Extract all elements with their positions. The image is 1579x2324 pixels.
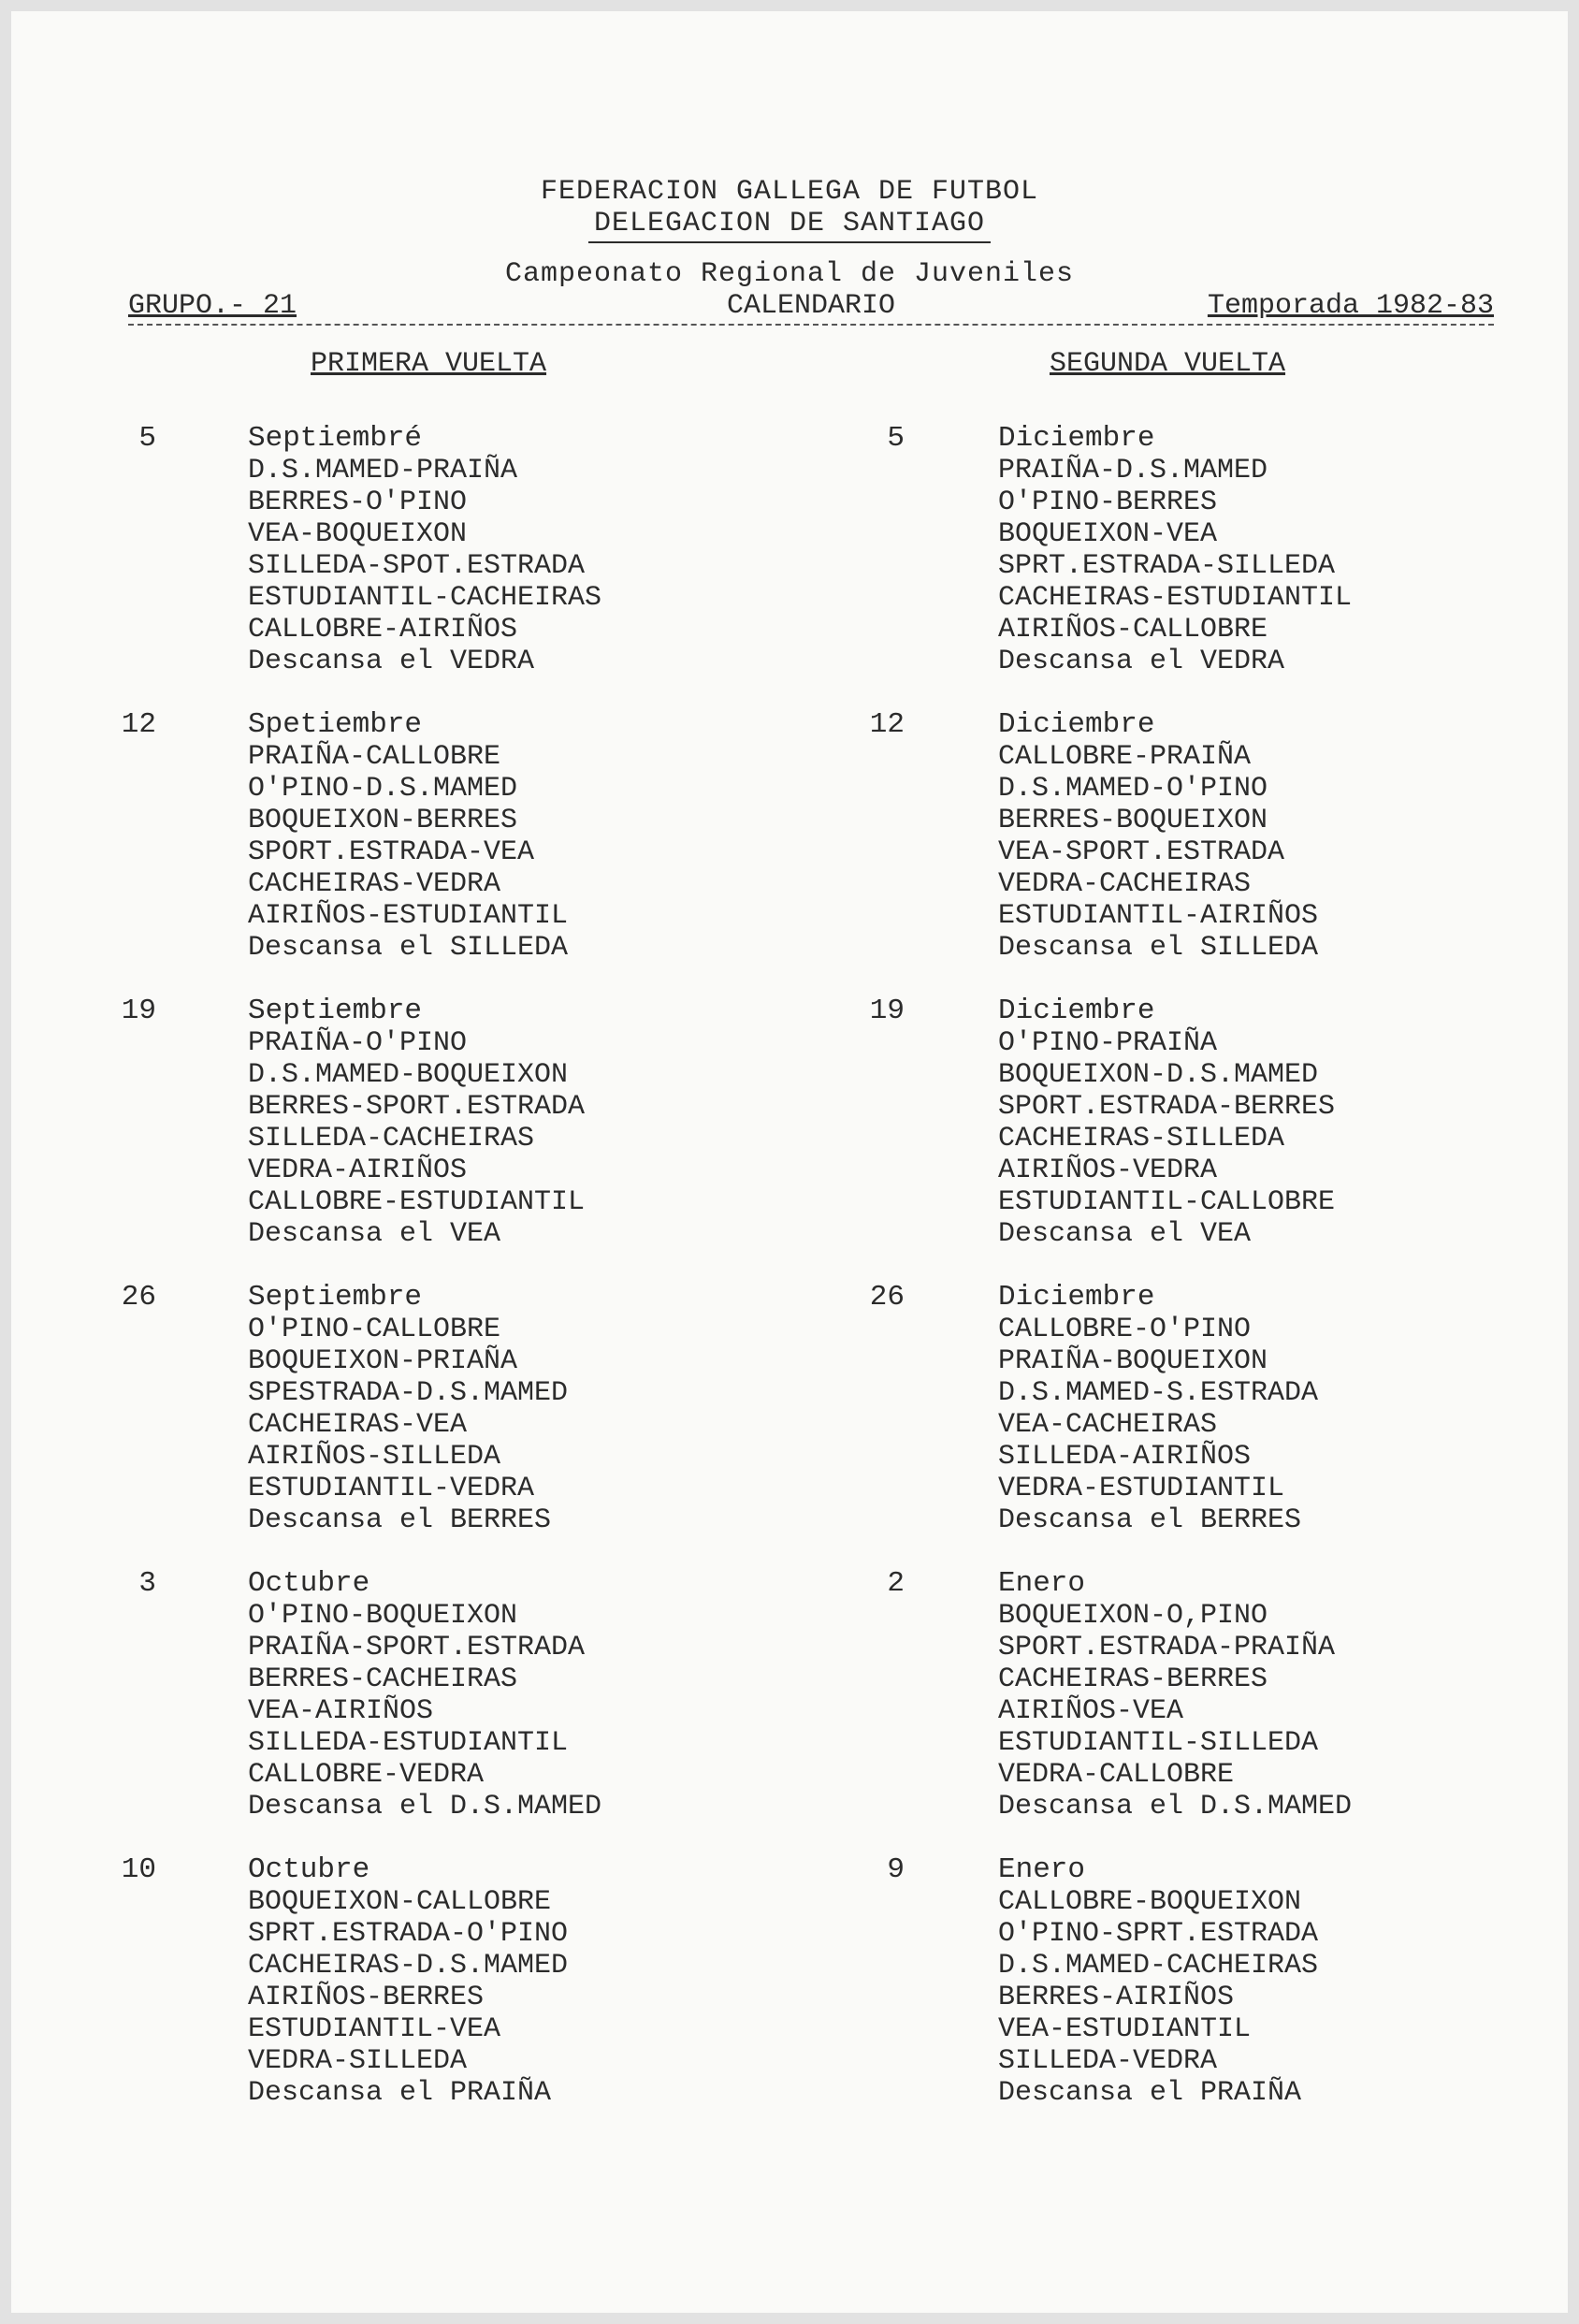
match: ESTUDIANTIL-VEDRA	[248, 1473, 535, 1504]
match: VEDRA-SILLEDA	[248, 2045, 468, 2077]
second-round-title: SEGUNDA VUELTA	[1050, 348, 1286, 380]
match: O'PINO-CALLOBRE	[248, 1314, 501, 1345]
match: D.S.MAMED-S.ESTRADA	[998, 1377, 1319, 1409]
match: VEA-BOQUEIXON	[248, 518, 468, 550]
match: CALLOBRE-VEDRA	[248, 1759, 485, 1791]
round-body	[998, 1568, 1579, 1823]
match: CALLOBRE-PRAIÑA	[998, 741, 1252, 773]
rest-team: Descansa el D.S.MAMED	[248, 1791, 602, 1823]
match: BOQUEIXON-D.S.MAMED	[998, 1059, 1319, 1091]
match: CACHEIRAS-ESTUDIANTIL	[998, 582, 1353, 614]
match: O'PINO-BOQUEIXON	[248, 1600, 518, 1632]
season-label: Temporada 1982-83	[1207, 290, 1494, 322]
match: BOQUEIXON-VEA	[998, 518, 1218, 550]
delegation-title	[11, 208, 1568, 240]
round-body	[248, 995, 847, 1250]
calendar-label: CALENDARIO	[726, 290, 896, 322]
round-day: 10	[121, 1853, 156, 1886]
round-month: Septiembre	[248, 995, 423, 1027]
federation-title: FEDERACION GALLEGA DE FUTBOL	[540, 176, 1039, 208]
match: VEA-AIRIÑOS	[248, 1695, 434, 1727]
match: VEA-ESTUDIANTIL	[998, 2013, 1252, 2045]
round-body	[248, 1568, 847, 1823]
round-day: 9	[887, 1853, 905, 1886]
rest-team: Descansa el SILLEDA	[998, 932, 1319, 964]
match: VEDRA-CACHEIRAS	[998, 868, 1252, 900]
match: BERRES-O'PINO	[248, 487, 468, 518]
round-body	[998, 1854, 1579, 2109]
rest-team: Descansa el BERRES	[248, 1504, 552, 1536]
match: AIRIÑOS-BERRES	[248, 1982, 485, 2013]
match: VEDRA-ESTUDIANTIL	[998, 1473, 1285, 1504]
document-page	[11, 11, 1568, 2313]
match: PRAIÑA-D.S.MAMED	[998, 455, 1268, 487]
round-body	[998, 1282, 1579, 1536]
round-body	[998, 423, 1579, 677]
round-month: Diciembre	[998, 1281, 1155, 1314]
match: BOQUEIXON-BERRES	[248, 805, 518, 836]
match: O'PINO-PRAIÑA	[998, 1027, 1218, 1059]
round-month: Spetiembre	[248, 708, 423, 741]
rest-team: Descansa el PRAIÑA	[998, 2077, 1302, 2109]
rest-team: Descansa el BERRES	[998, 1504, 1302, 1536]
match: CACHEIRAS-VEDRA	[248, 868, 501, 900]
round-month: Septiembré	[248, 422, 423, 455]
match: AIRIÑOS-ESTUDIANTIL	[248, 900, 569, 932]
match: AIRIÑOS-SILLEDA	[248, 1441, 501, 1473]
match: SILLEDA-VEDRA	[998, 2045, 1218, 2077]
match: BERRES-BOQUEIXON	[998, 805, 1268, 836]
match: VEDRA-AIRIÑOS	[248, 1155, 468, 1186]
round-body	[998, 709, 1579, 964]
match: D.S.MAMED-BOQUEIXON	[248, 1059, 569, 1091]
match: BERRES-CACHEIRAS	[248, 1663, 518, 1695]
round-day: 12	[869, 708, 905, 741]
match: SILLEDA-CACHEIRAS	[248, 1123, 535, 1155]
match: O'PINO-BERRES	[998, 487, 1218, 518]
round-month: Septiembre	[248, 1281, 423, 1314]
rest-team: Descansa el VEDRA	[998, 646, 1285, 677]
match: SPORT.ESTRADA-BERRES	[998, 1091, 1336, 1123]
match: SILLEDA-AIRIÑOS	[998, 1441, 1252, 1473]
round-day: 3	[138, 1567, 156, 1600]
match: O'PINO-SPRT.ESTRADA	[998, 1918, 1319, 1950]
delegation-text: DELEGACION DE SANTIAGO	[588, 208, 991, 243]
round-day: 2	[887, 1567, 905, 1600]
round-day: 19	[121, 995, 156, 1027]
match: ESTUDIANTIL-CALLOBRE	[998, 1186, 1336, 1218]
match: ESTUDIANTIL-VEA	[248, 2013, 501, 2045]
championship-title: Campeonato Regional de Juveniles	[504, 258, 1075, 290]
match: BOQUEIXON-CALLOBRE	[248, 1886, 552, 1918]
match: BOQUEIXON-O,PINO	[998, 1600, 1268, 1632]
round-day: 26	[121, 1281, 156, 1314]
round-day: 12	[121, 708, 156, 741]
match: PRAIÑA-SPORT.ESTRADA	[248, 1632, 586, 1663]
match: ESTUDIANTIL-SILLEDA	[998, 1727, 1319, 1759]
match: SPESTRADA-D.S.MAMED	[248, 1377, 569, 1409]
info-row	[128, 290, 1494, 326]
match: D.S.MAMED-CACHEIRAS	[998, 1950, 1319, 1982]
match: VEA-SPORT.ESTRADA	[998, 836, 1285, 868]
match: D.S.MAMED-O'PINO	[998, 773, 1268, 805]
match: BERRES-AIRIÑOS	[998, 1982, 1235, 2013]
round-month: Octubre	[248, 1853, 370, 1886]
first-round-title: PRIMERA VUELTA	[311, 348, 547, 380]
round-month: Diciembre	[998, 708, 1155, 741]
match: VEDRA-CALLOBRE	[998, 1759, 1235, 1791]
match: PRAIÑA-BOQUEIXON	[998, 1345, 1268, 1377]
round-day: 5	[887, 422, 905, 455]
round-body	[998, 995, 1579, 1250]
match: BERRES-SPORT.ESTRADA	[248, 1091, 586, 1123]
match: CALLOBRE-ESTUDIANTIL	[248, 1186, 586, 1218]
match: SILLEDA-SPOT.ESTRADA	[248, 550, 586, 582]
rest-team: Descansa el D.S.MAMED	[998, 1791, 1353, 1823]
match: D.S.MAMED-PRAIÑA	[248, 455, 518, 487]
match: CACHEIRAS-VEA	[248, 1409, 468, 1441]
round-month: Enero	[998, 1853, 1086, 1886]
match: AIRIÑOS-VEDRA	[998, 1155, 1218, 1186]
match: CACHEIRAS-D.S.MAMED	[248, 1950, 569, 1982]
match: ESTUDIANTIL-AIRIÑOS	[998, 900, 1319, 932]
round-body	[248, 1282, 847, 1536]
match: SILLEDA-ESTUDIANTIL	[248, 1727, 569, 1759]
match: SPRT.ESTRADA-SILLEDA	[998, 550, 1336, 582]
rest-team: Descansa el VEA	[998, 1218, 1252, 1250]
match: ESTUDIANTIL-CACHEIRAS	[248, 582, 602, 614]
round-month: Enero	[998, 1567, 1086, 1600]
round-body	[248, 1854, 847, 2109]
round-body	[248, 423, 847, 677]
round-body	[248, 709, 847, 964]
match: AIRIÑOS-CALLOBRE	[998, 614, 1268, 646]
rest-team: Descansa el VEDRA	[248, 646, 535, 677]
match: SPRT.ESTRADA-O'PINO	[248, 1918, 569, 1950]
round-month: Octubre	[248, 1567, 370, 1600]
rest-team: Descansa el VEA	[248, 1218, 501, 1250]
match: PRAIÑA-CALLOBRE	[248, 741, 501, 773]
match: SPORT.ESTRADA-VEA	[248, 836, 535, 868]
match: PRAIÑA-O'PINO	[248, 1027, 468, 1059]
match: VEA-CACHEIRAS	[998, 1409, 1218, 1441]
group-label: GRUPO.- 21	[128, 290, 297, 322]
round-day: 26	[869, 1281, 905, 1314]
round-month: Diciembre	[998, 422, 1155, 455]
match: CALLOBRE-AIRIÑOS	[248, 614, 518, 646]
rest-team: Descansa el SILLEDA	[248, 932, 569, 964]
match: CALLOBRE-BOQUEIXON	[998, 1886, 1302, 1918]
match: SPORT.ESTRADA-PRAIÑA	[998, 1632, 1336, 1663]
round-day: 5	[138, 422, 156, 455]
rest-team: Descansa el PRAIÑA	[248, 2077, 552, 2109]
match: CACHEIRAS-BERRES	[998, 1663, 1268, 1695]
match: CACHEIRAS-SILLEDA	[998, 1123, 1285, 1155]
match: CALLOBRE-O'PINO	[998, 1314, 1252, 1345]
round-month: Diciembre	[998, 995, 1155, 1027]
round-day: 19	[869, 995, 905, 1027]
match: AIRIÑOS-VEA	[998, 1695, 1184, 1727]
match: BOQUEIXON-PRIAÑA	[248, 1345, 518, 1377]
match: O'PINO-D.S.MAMED	[248, 773, 518, 805]
